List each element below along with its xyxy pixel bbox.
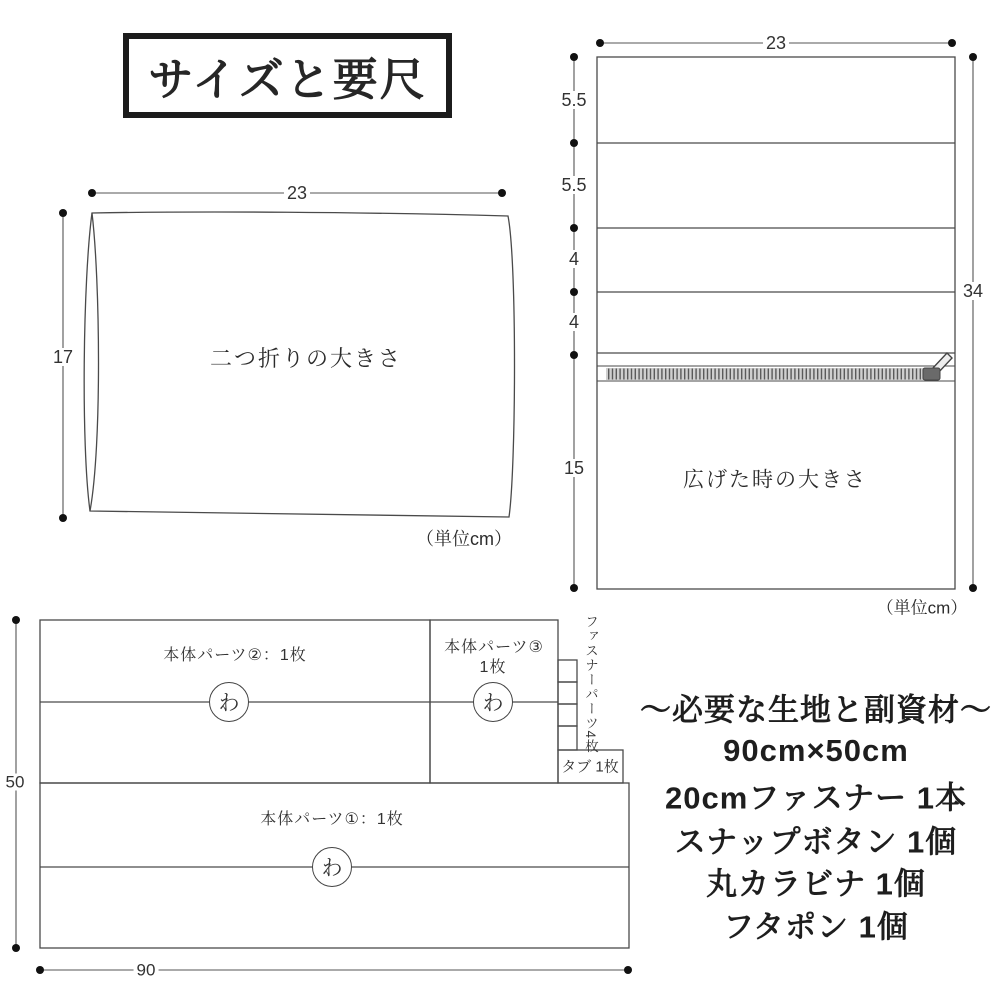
fold-mark-piece3 xyxy=(473,682,513,722)
fold-edge-curve xyxy=(90,213,99,511)
zipper-illustration xyxy=(597,353,955,381)
layout-width-value: 90 xyxy=(134,962,159,979)
fold-mark-text: わ xyxy=(482,692,504,715)
opened-total-height-value: 34 xyxy=(960,282,986,300)
materials-item: 20cmファスナー 1本 xyxy=(665,780,967,816)
folded-width-value: 23 xyxy=(284,184,310,202)
fold-mark-text: わ xyxy=(218,692,240,715)
segment-value-4: 4 xyxy=(566,313,582,331)
segment-value-2: 5.5 xyxy=(558,176,589,194)
materials-title: 〜必要な生地と副資材〜 xyxy=(640,692,992,728)
materials-item: 丸カラビナ 1個 xyxy=(706,866,926,902)
opened-pouch-shape xyxy=(597,57,955,589)
segment-value-3: 4 xyxy=(566,250,582,268)
fastener-cell-4 xyxy=(558,726,577,750)
opened-width-value: 23 xyxy=(763,34,789,52)
folded-diagram-caption: 二つ折りの大きさ xyxy=(209,346,403,371)
piece1-label: 本体パーツ①：1枚 xyxy=(260,811,404,828)
materials-item: フタポン 1個 xyxy=(723,909,909,945)
opened-total-height-dimension xyxy=(969,53,977,592)
page-title: サイズと要尺 xyxy=(148,54,427,105)
segment-value-5: 15 xyxy=(561,459,587,477)
fastener-cell-1 xyxy=(558,660,577,682)
fold-mark-piece2 xyxy=(209,682,249,722)
tab-label: タブ 1枚 xyxy=(561,758,619,776)
fastener-parts-label: ファスナーパーツ4枚 xyxy=(583,614,598,754)
opened-unit-label: （単位cm） xyxy=(876,598,968,618)
segment-value-1: 5.5 xyxy=(558,91,589,109)
layout-height-value: 50 xyxy=(3,774,28,791)
piece2-label: 本体パーツ②：1枚 xyxy=(163,647,307,664)
fastener-cell-2 xyxy=(558,682,577,704)
materials-item: 90cm×50cm xyxy=(723,733,909,768)
piece3-label-line2: 1枚 xyxy=(479,659,507,676)
materials-item: スナップボタン 1個 xyxy=(674,824,958,860)
title-box xyxy=(123,33,452,118)
folded-height-value: 17 xyxy=(50,348,76,366)
fastener-cell-3 xyxy=(558,704,577,726)
fold-mark-piece1 xyxy=(312,847,352,887)
cutting-layout-shapes xyxy=(40,620,629,948)
fold-mark-text: わ xyxy=(321,857,343,880)
layout-width-dimension xyxy=(36,966,632,974)
opened-diagram-caption: 広げた時の大きさ xyxy=(683,468,867,492)
piece3-label-line1: 本体パーツ③ xyxy=(444,639,544,656)
folded-unit-label: （単位cm） xyxy=(416,529,512,549)
zipper-slider xyxy=(923,368,940,380)
